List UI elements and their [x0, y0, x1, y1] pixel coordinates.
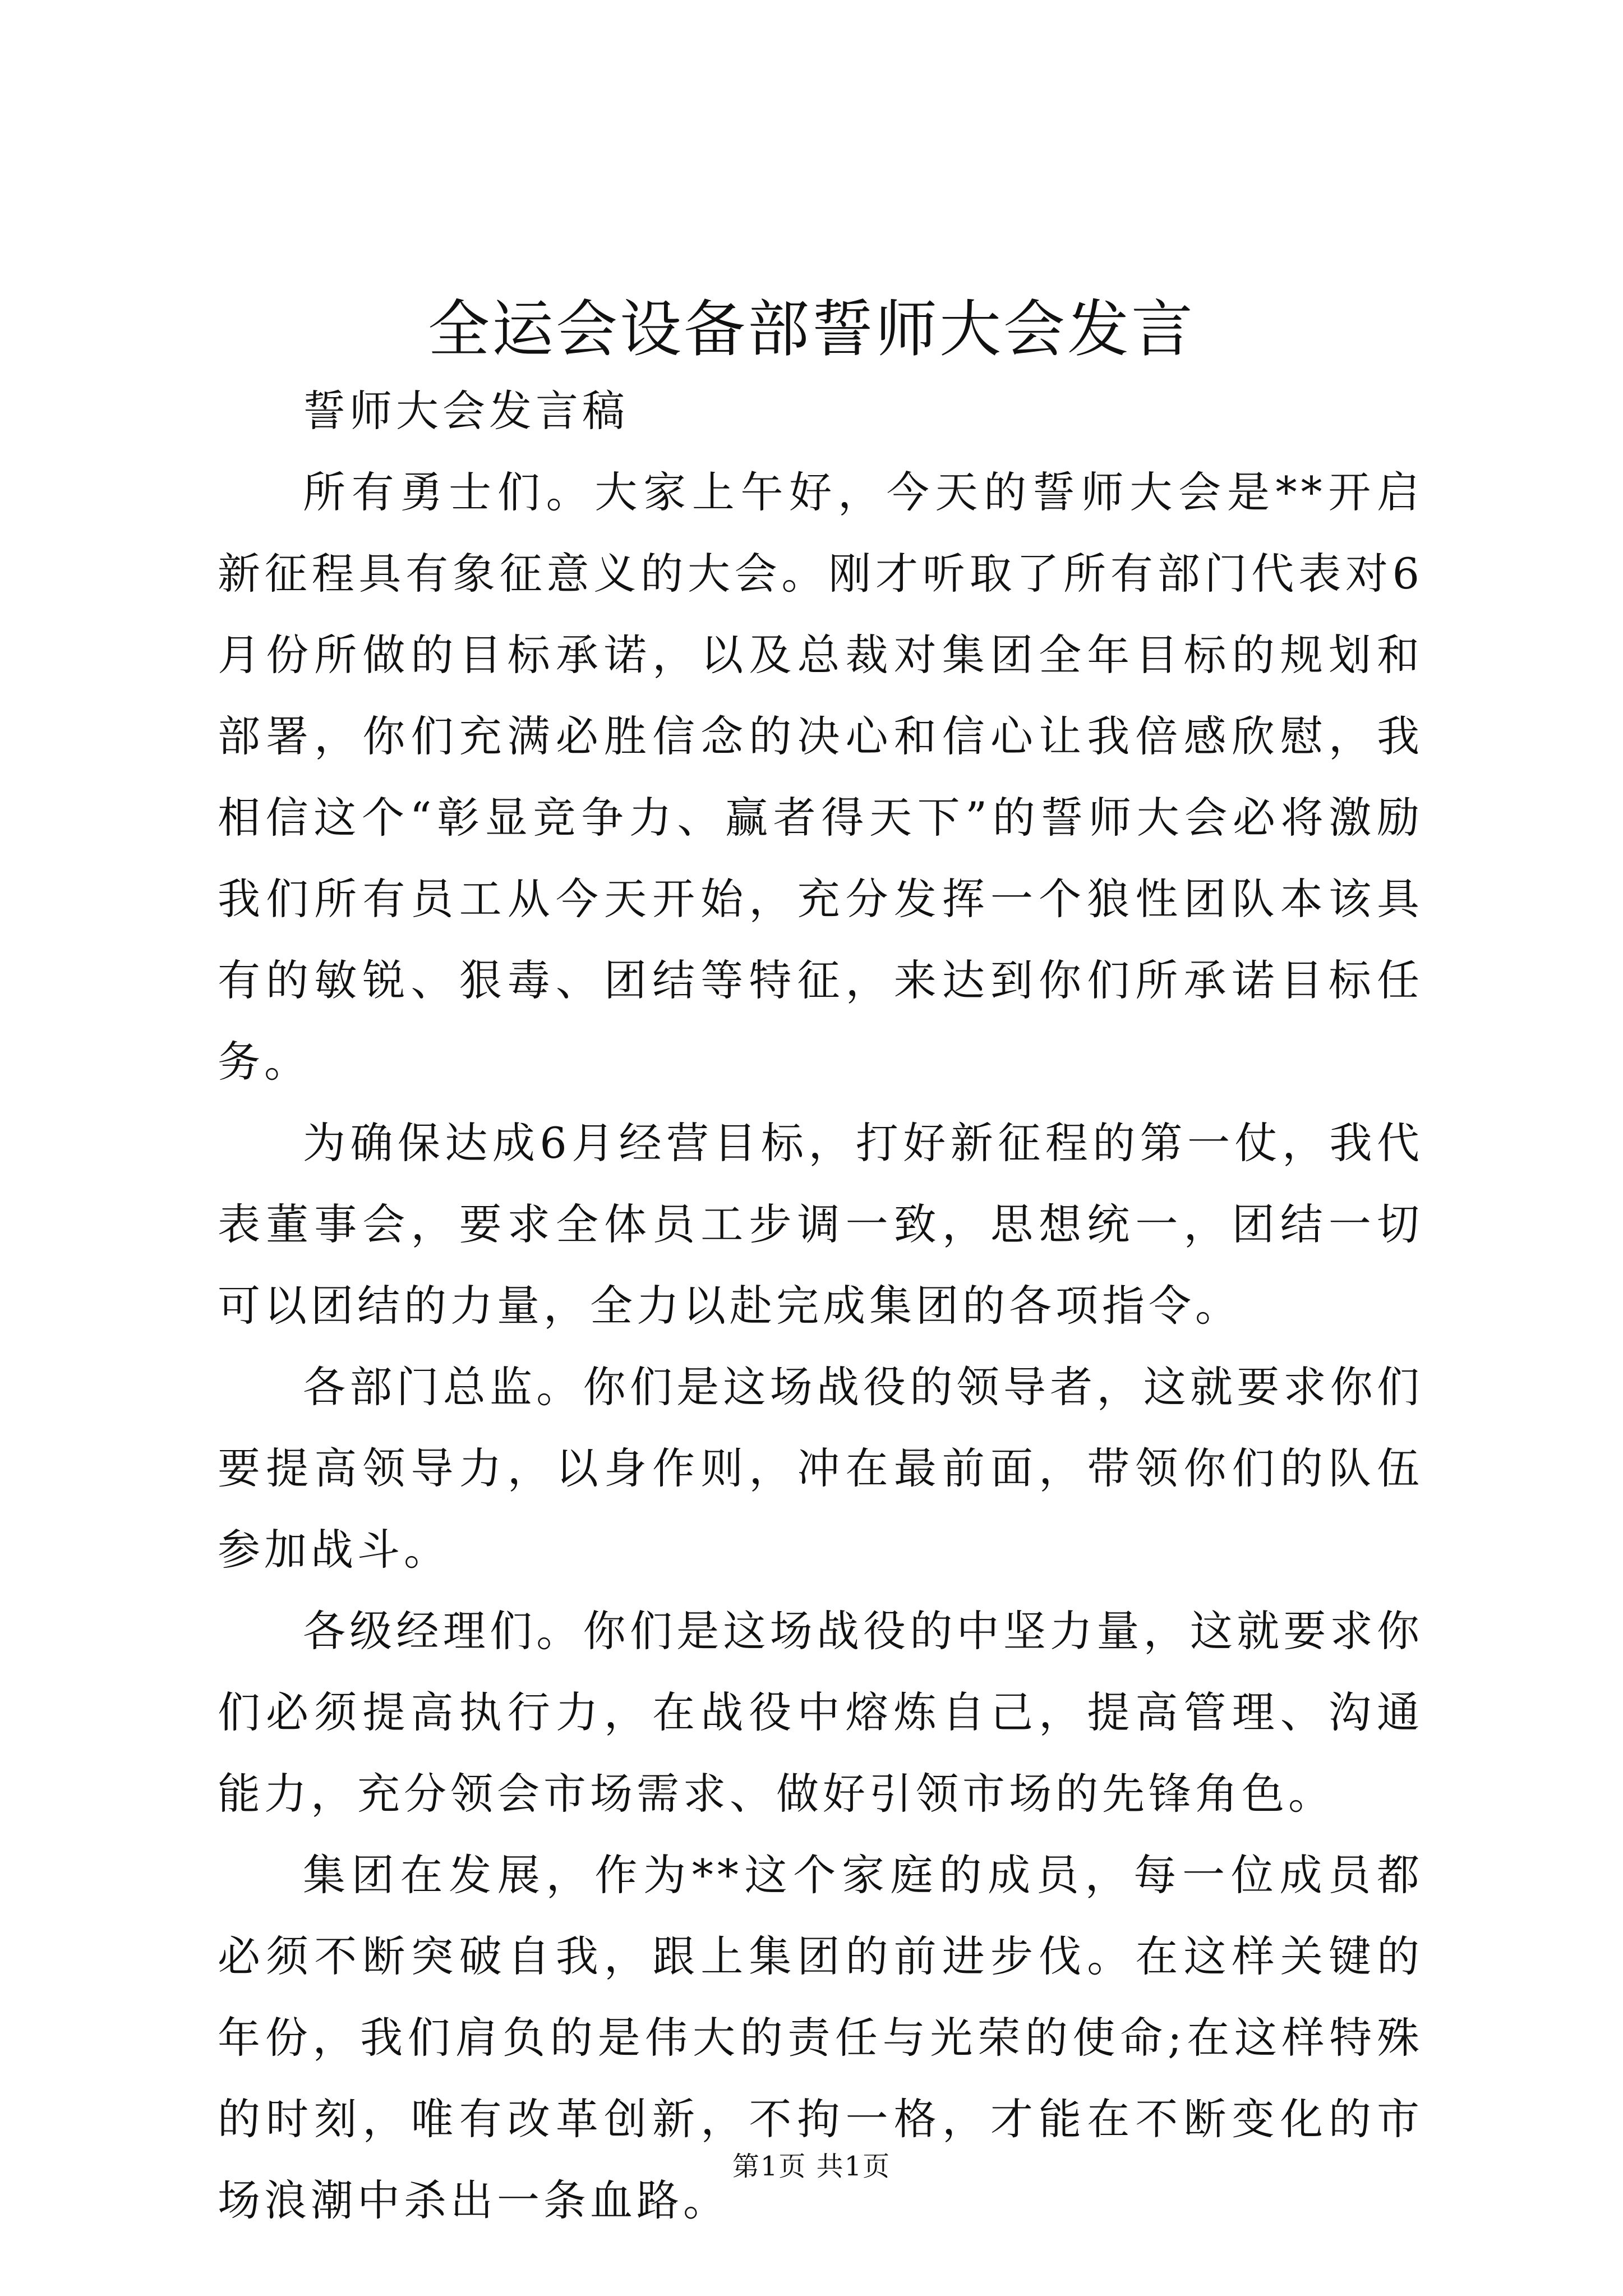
paragraph-1: 所有勇士们。大家上午好，今天的誓师大会是**开启新征程具有象征意义的大会。刚才听取了所有部门代表对6月份所做的目标承诺，以及总裁对集团全年目标的规划和部署，你们充满必胜信念的决心和信心让我倍感欣慰，我相信这个“彰显竞争力、赢者得天下”的誓师大会必将激励我们所有员工从今天开始，充分发挥一个狼性团队本该具有的敏锐、狠毒、团结等特征，来达到你们所承诺目标任务。	[218, 467, 1423, 1087]
paragraph-3: 各部门总监。你们是这场战役的领导者，这就要求你们要提高领导力，以身作则，冲在最前面，带领你们的队伍参加战斗。	[218, 1362, 1423, 1575]
paragraph-2: 为确保达成6月经营目标，打好新征程的第一仗，我代表董事会，要求全体员工步调一致，思想统一，团结一切可以团结的力量，全力以赴完成集团的各项指令。	[218, 1118, 1423, 1331]
paragraph-5: 集团在发展，作为**这个家庭的成员，每一位成员都必须不断突破自我，跟上集团的前进步伐。在这样关键的年份，我们肩负的是伟大的责任与光荣的使命;在这样特殊的时刻，唯有改革创新，不拘一格，才能在不断变化的市场浪潮中杀出一条血路。	[218, 1850, 1423, 2225]
document-subtitle: 誓师大会发言稿	[303, 386, 629, 436]
document-body	[218, 370, 1423, 2241]
page-number-footer: 第1页 共1页	[732, 2151, 891, 2182]
paragraph-4: 各级经理们。你们是这场战役的中坚力量，这就要求你们必须提高执行力，在战役中熔炼自己，提高管理、沟通能力，充分领会市场需求、做好引领市场的先锋角色。	[218, 1606, 1423, 1819]
document-title: 全运会设备部誓师大会发言	[428, 293, 1195, 365]
